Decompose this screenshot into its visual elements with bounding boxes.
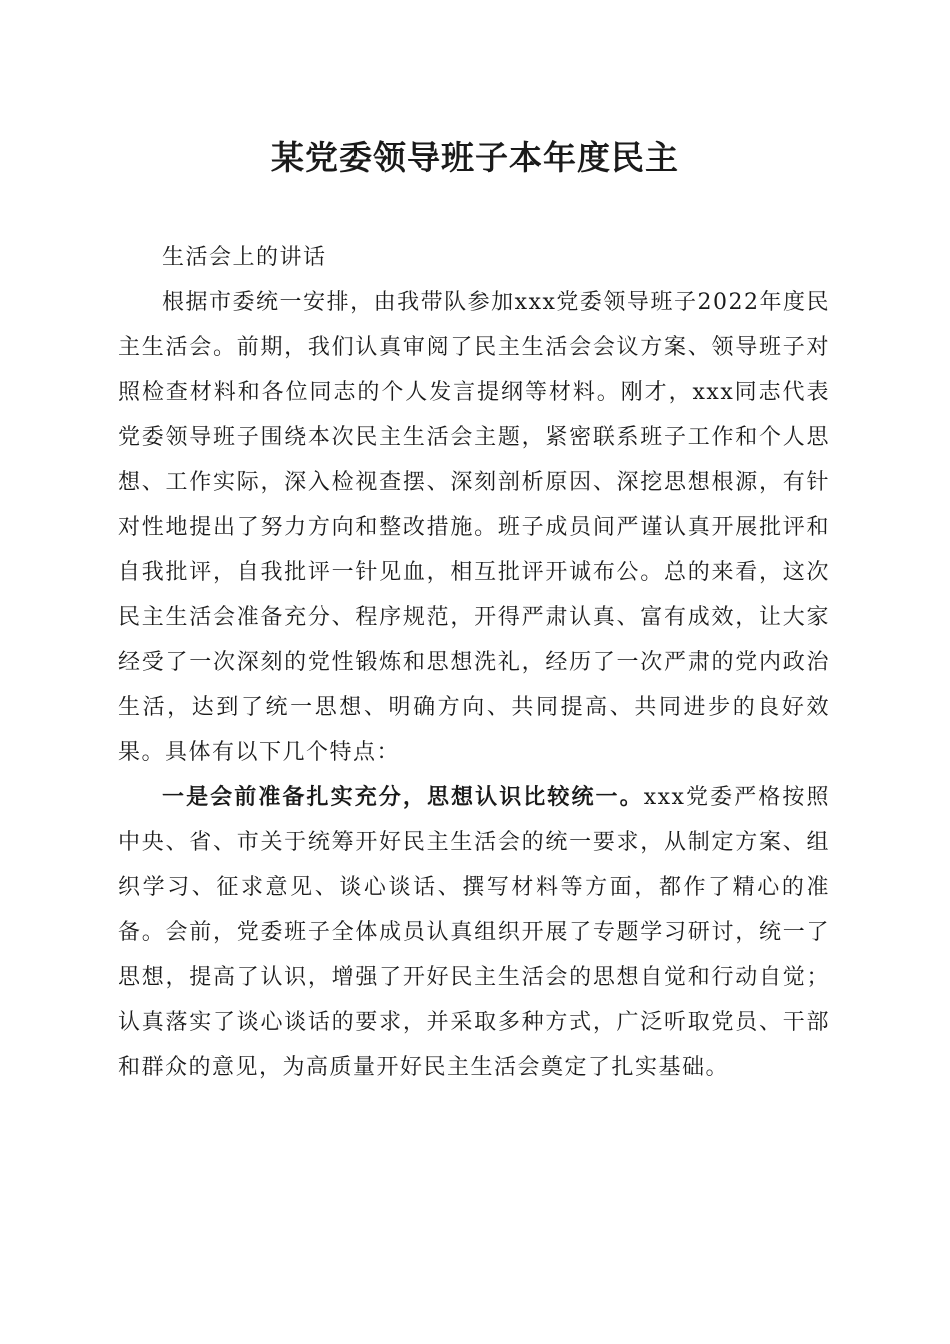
point-one-heading: 一是会前准备扎实充分，思想认识比较统一。 bbox=[162, 784, 644, 810]
paragraph-intro: 根据市委统一安排，由我带队参加xxx党委领导班子2022年度民主生活会。前期，我们认真审阅了民主生活会会议方案、领导班子对照检查材料和各位同志的个人发言提纲等材料。刚才，xxx同志代表党委领导班子围绕本次民主生活会主题，紧密联系班子工作和个人思想、工作实际，深入检视查摆、深刻剖析原因、深挖思想根源，有针对性地提出了努力方向和整改措施。班子成员间严谨认真开展批评和自我批评，自我批评一针见血，相互批评开诚布公。总的来看，这次民主生活会准备充分、程序规范，开得严肃认真、富有成效，让大家经受了一次深刻的党性锻炼和思想洗礼，经历了一次严肃的党内政治生活，达到了统一思想、明确方向、共同提高、共同进步的良好效果。具体有以下几个特点： bbox=[118, 290, 830, 765]
document-body bbox=[118, 235, 830, 1090]
point-one-body: xxx党委严格按照中央、省、市关于统筹开好民主生活会的统一要求，从制定方案、组织学习、征求意见、谈心谈话、撰写材料等方面，都作了精心的准备。会前，党委班子全体成员认真组织开展了专题学习研讨，统一了思想，提高了认识，增强了开好民主生活会的思想自觉和行动自觉；认真落实了谈心谈话的要求，并采取多种方式，广泛听取党员、干部和群众的意见，为高质量开好民主生活会奠定了扎实基础。 bbox=[118, 785, 830, 1080]
paragraph-point-one bbox=[118, 775, 830, 1090]
document-title: 某党委领导班子本年度民主 bbox=[271, 138, 679, 177]
subtitle-line: 生活会上的讲话 bbox=[162, 245, 327, 270]
